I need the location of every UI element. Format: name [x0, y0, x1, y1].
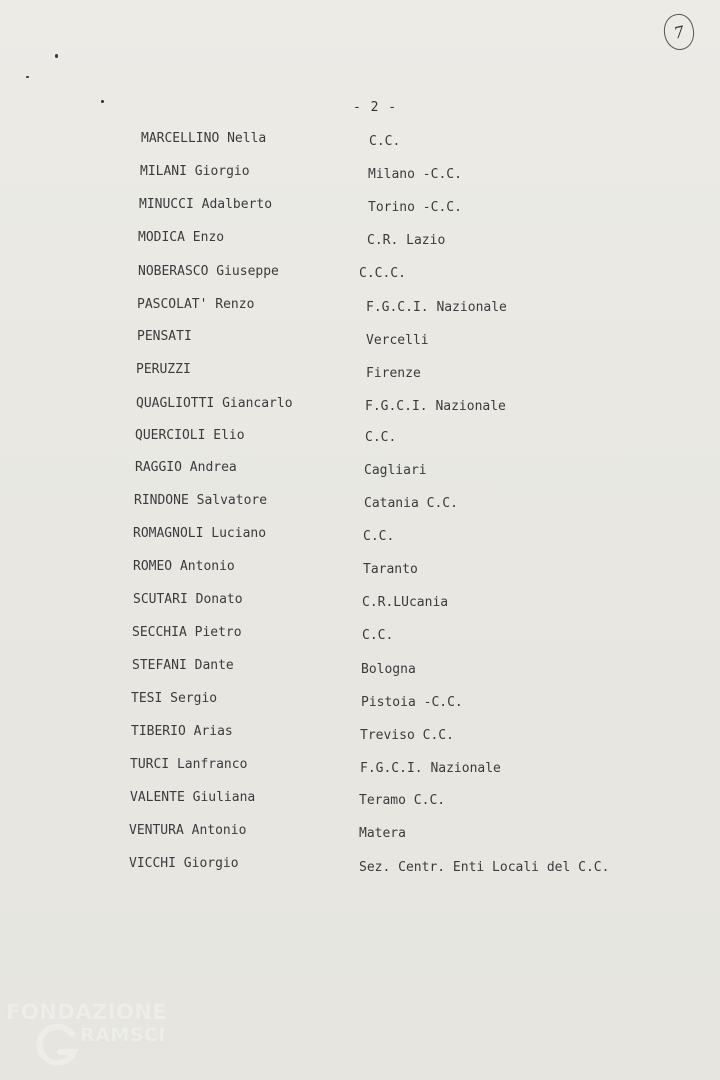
entry-name: QUAGLIOTTI Giancarlo: [136, 396, 293, 411]
folio-text: 7: [672, 21, 686, 43]
entry-affiliation: C.C.: [362, 628, 394, 643]
entry-name: RAGGIO Andrea: [135, 460, 237, 475]
entry-name: MILANI Giorgio: [140, 164, 250, 179]
entry-affiliation: F.G.C.I. Nazionale: [365, 399, 506, 414]
entry-name: PENSATI: [137, 329, 192, 344]
entry-affiliation: Bologna: [361, 662, 416, 677]
entry-name: TESI Sergio: [131, 691, 218, 706]
entry-affiliation: C.R.LUcania: [362, 595, 449, 610]
entry-name: VICCHI Giorgio: [129, 856, 239, 871]
entry-affiliation: F.G.C.I. Nazionale: [366, 300, 507, 315]
entry-affiliation: C.C.: [365, 430, 397, 445]
entry-affiliation: Cagliari: [364, 463, 427, 478]
entry-name: SECCHIA Pietro: [132, 625, 242, 640]
entry-name: SCUTARI Donato: [133, 592, 243, 607]
entry-affiliation: Vercelli: [366, 333, 429, 348]
ink-speck: [55, 54, 58, 58]
entry-name: VALENTE Giuliana: [130, 790, 256, 805]
ink-speck: [26, 76, 29, 78]
entry-name: PERUZZI: [136, 362, 191, 377]
entry-affiliation: F.G.C.I. Nazionale: [360, 761, 501, 776]
entry-affiliation: Pistoia -C.C.: [361, 695, 463, 710]
entry-name: MODICA Enzo: [138, 230, 225, 245]
entry-affiliation: Treviso C.C.: [360, 728, 454, 743]
watermark-line-1: FONDAZIONE: [6, 1000, 168, 1024]
entry-name: ROMAGNOLI Luciano: [133, 526, 267, 541]
entry-affiliation: Torino -C.C.: [368, 200, 462, 215]
entry-name: TURCI Lanfranco: [130, 757, 248, 772]
entry-affiliation: Catania C.C.: [364, 496, 458, 511]
entry-name: VENTURA Antonio: [129, 823, 247, 838]
ink-speck: [101, 100, 104, 103]
entry-affiliation: C.R. Lazio: [367, 233, 446, 248]
entry-affiliation: Taranto: [363, 562, 418, 577]
page-number: - 2 -: [353, 100, 398, 115]
entry-name: NOBERASCO Giuseppe: [138, 264, 279, 279]
entry-affiliation: Matera: [359, 826, 406, 841]
folio-number: [661, 11, 698, 52]
entry-affiliation: Firenze: [366, 366, 421, 381]
entry-affiliation: C.C.: [363, 529, 395, 544]
entry-name: ROMEO Antonio: [133, 559, 235, 574]
gramsci-logo-icon: [32, 1020, 82, 1070]
fondazione-gramsci-watermark: [6, 1000, 186, 1070]
watermark-line-2: RAMSCI: [80, 1024, 166, 1046]
entry-affiliation: C.C.C.: [359, 266, 406, 281]
entry-name: MARCELLINO Nella: [141, 131, 267, 146]
entry-name: RINDONE Salvatore: [134, 493, 268, 508]
entry-affiliation: Sez. Centr. Enti Locali del C.C.: [359, 860, 610, 875]
entry-name: QUERCIOLI Elio: [135, 428, 245, 443]
entry-name: TIBERIO Arias: [131, 724, 233, 739]
entry-name: PASCOLAT' Renzo: [137, 297, 255, 312]
entry-name: MINUCCI Adalberto: [139, 197, 273, 212]
entry-affiliation: Teramo C.C.: [359, 793, 446, 808]
entry-name: STEFANI Dante: [132, 658, 234, 673]
entry-affiliation: Milano -C.C.: [368, 167, 462, 182]
entry-affiliation: C.C.: [369, 134, 401, 149]
